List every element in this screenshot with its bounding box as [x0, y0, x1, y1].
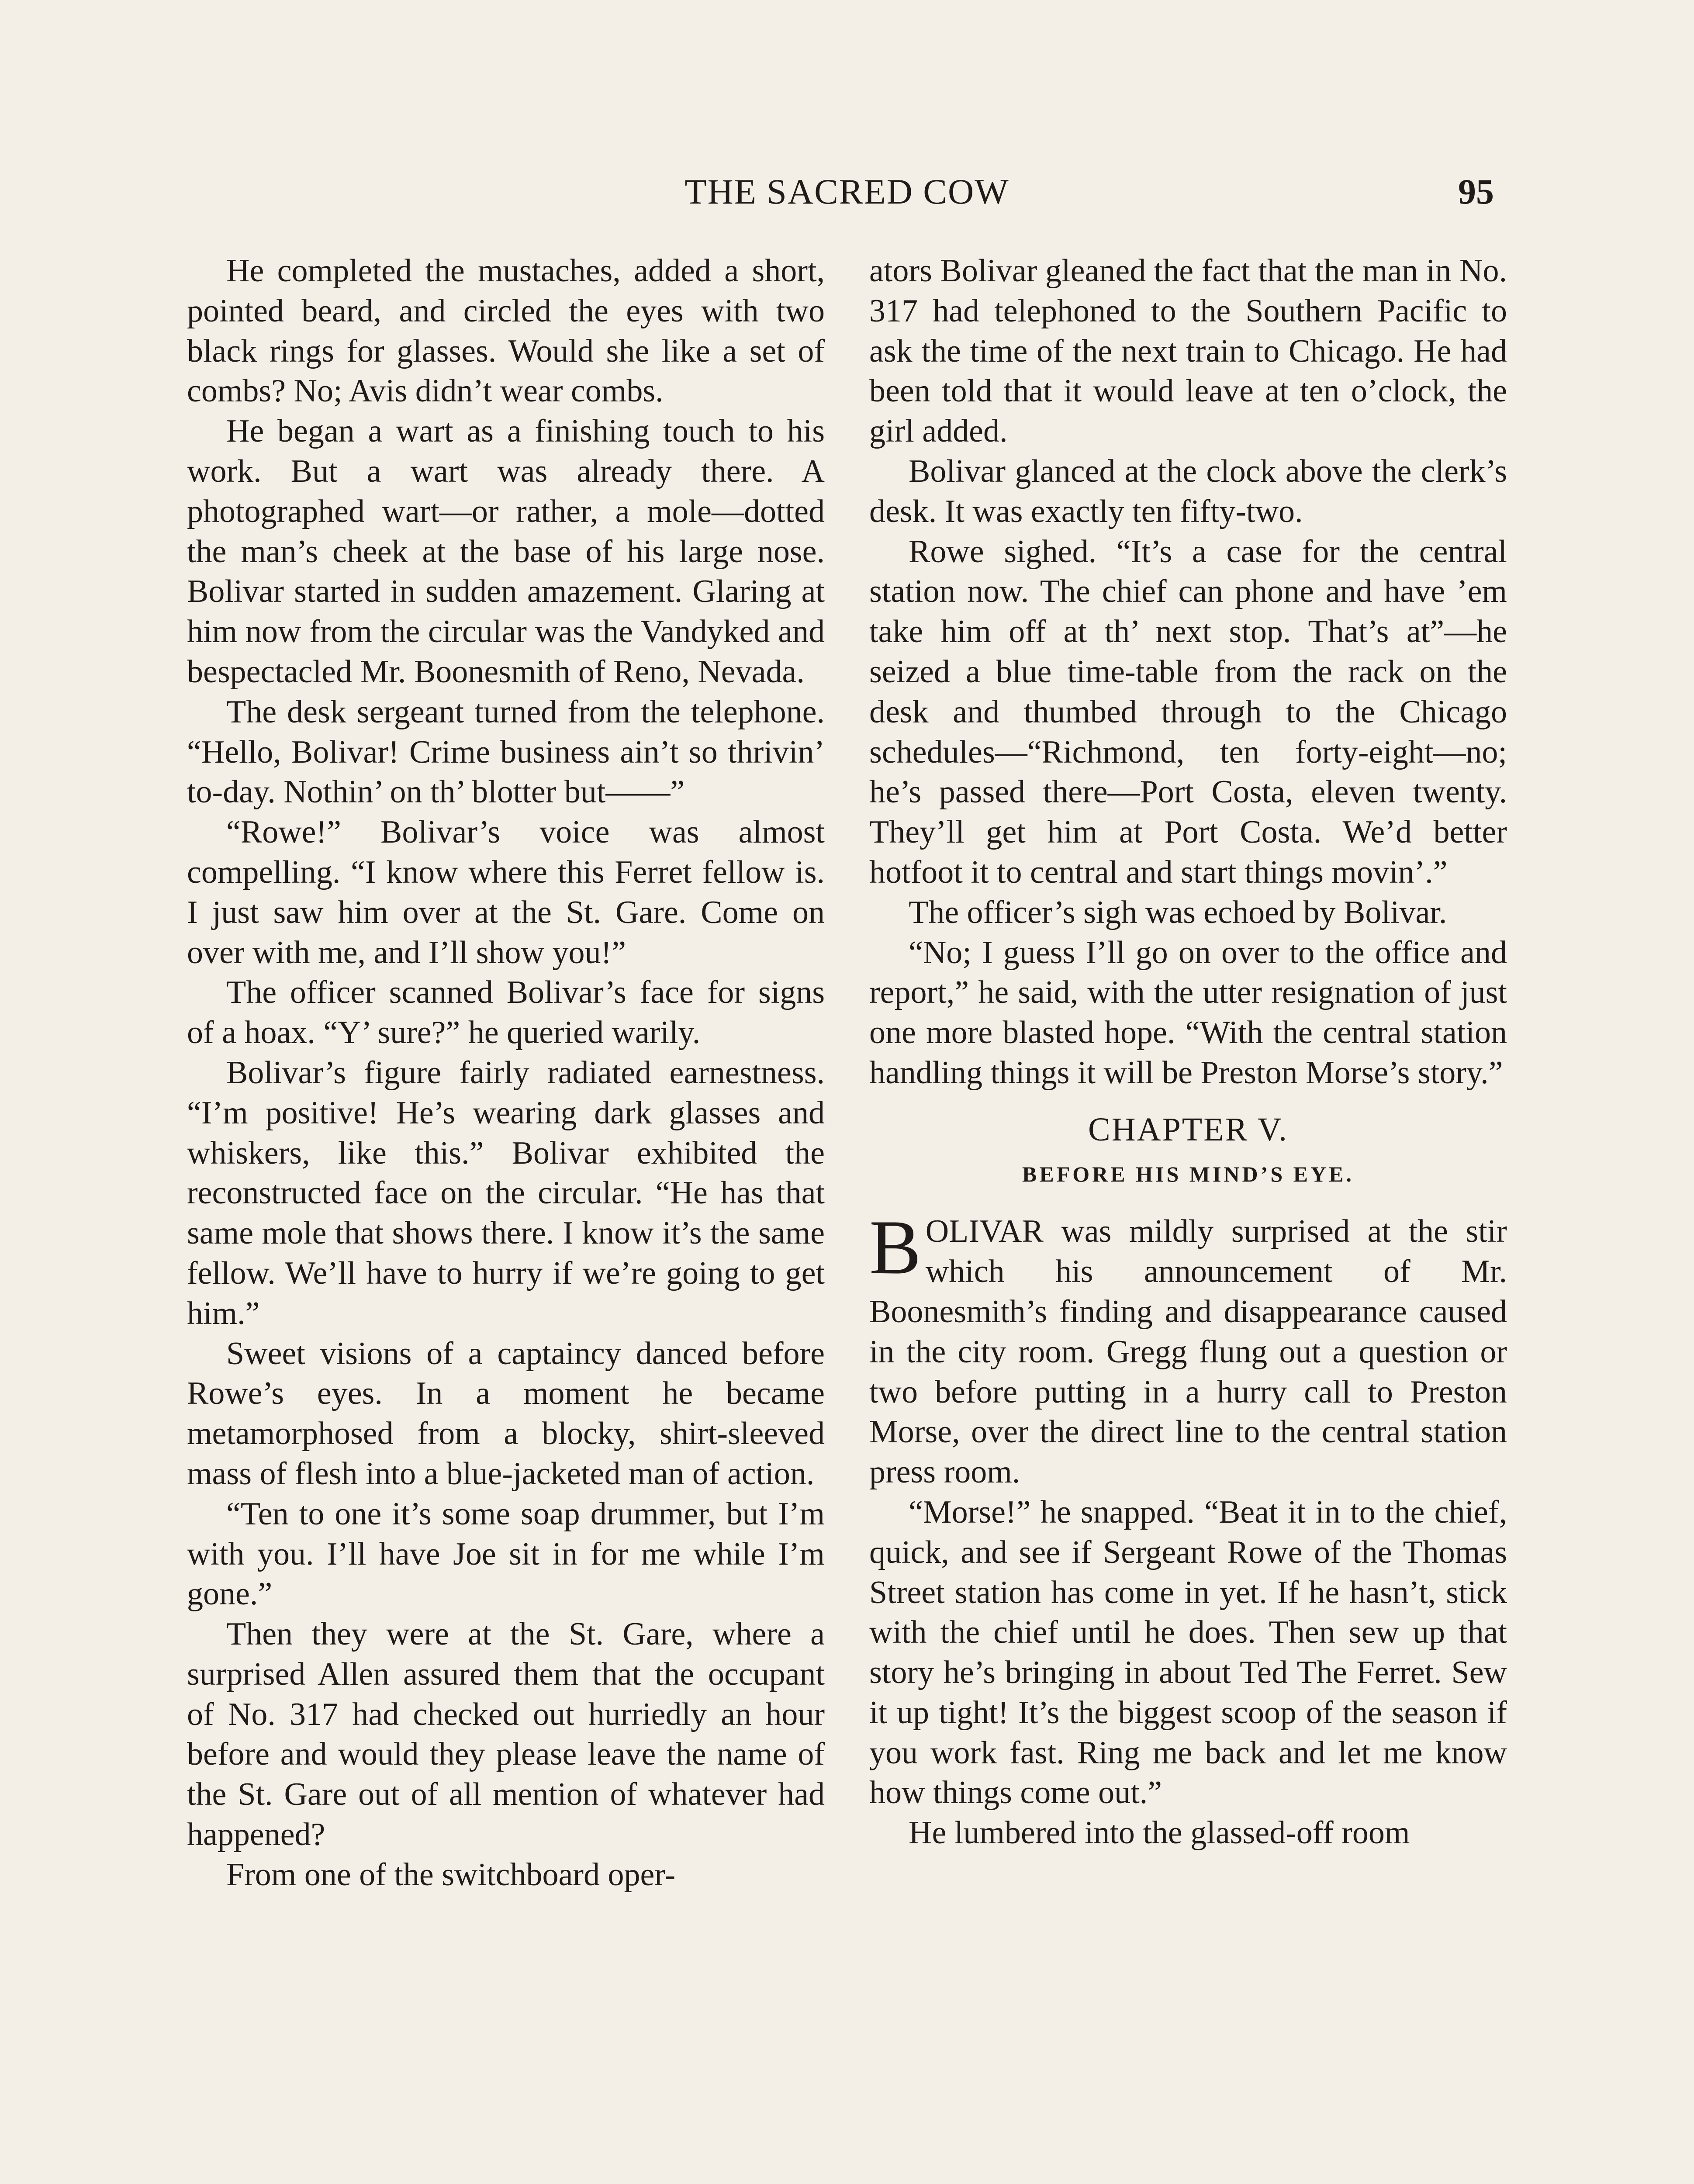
running-title: THE SACRED COW — [685, 172, 1009, 211]
paragraph: Bolivar glanced at the clock above the clerk’s desk. It was exactly ten fifty-two. — [869, 453, 1507, 529]
paragraph: “No; I guess I’ll go on over to the office and report,” he said, with the utter resignation of just one more blasted hope. “With the central station handling things it will be Preston Morse’s story.” — [869, 934, 1507, 1091]
paragraph: Sweet visions of a captaincy danced before Rowe’s eyes. In a moment he became metamorphosed from a blocky, shirt-sleeved mass of flesh into a blue-jacketed man of action. — [187, 1335, 825, 1492]
drop-cap: B — [869, 1204, 921, 1291]
paragraph: “Morse!” he snapped. “Beat it in to the chief, quick, and see if Sergeant Rowe of the Thomas Street station has come in yet. If he hasn’t, stick with the chief until he does. Then sew up that story he’s bringing in about Ted The Ferret. Sew it up tight! It’s the biggest scoop of the season if you work fast. Ring me back and let me know how things come out.” — [869, 1494, 1507, 1811]
chapter-opening-paragraph — [869, 1204, 1507, 1493]
left-column — [187, 251, 825, 1895]
right-column — [869, 251, 1507, 1853]
page-number: 95 — [1458, 172, 1494, 211]
paragraph: He completed the mustaches, added a short, pointed beard, and circled the eyes with two black rings for glasses. Would she like a set of combs? No; Avis didn’t wear combs. — [187, 253, 825, 409]
paragraph: Rowe sighed. “It’s a case for the central station now. The chief can phone and have ’em take him off at th’ next stop. That’s at”—he seized a blue time-table from the rack on the desk and thumbed through to the Chicago schedules—“Richmond, ten forty-eight—no; he’s passed there—Port Costa, eleven twenty. They’ll get him at Port Costa. We’d better hotfoot it to central and start things movin’.” — [869, 533, 1507, 890]
chapter-title: CHAPTER V. — [1088, 1111, 1288, 1148]
opening-text: OLIVAR was mildly surprised at the stir which his announcement of Mr. Boonesmith’s finding and disappearance caused in the city room. Gregg flung out a question or two before putting in a hurry call to Preston Morse, over the direct line to the central station press room. — [869, 1213, 1507, 1490]
page-header — [0, 171, 1694, 224]
paragraph: Then they were at the St. Gare, where a surprised Allen assured them that the occupant of No. 317 had checked out hurriedly an hour before and would they please leave the name of the St. Gare out of all mention of whatever had happened? — [187, 1616, 825, 1853]
paragraph: “Ten to one it’s some soap drummer, but I’m with you. I’ll have Joe sit in for me while I’m gone.” — [187, 1496, 825, 1612]
chapter-subtitle: BEFORE HIS MIND’S EYE. — [1022, 1161, 1354, 1186]
paragraph: The desk sergeant turned from the telephone. “Hello, Bolivar! Crime business ain’t so thrivin’ to-day. Nothin’ on th’ blotter but——” — [187, 694, 825, 810]
paragraph: He lumbered into the glassed-off room — [909, 1815, 1410, 1851]
paragraph-continued: ators Bolivar gleaned the fact that the man in No. 317 had telephoned to the Southern Pacific to ask the time of the next train to Chicago. He had been told that it would leave at ten o’clock, the girl added. — [869, 253, 1507, 449]
paragraph: From one of the switchboard oper- — [226, 1856, 676, 1893]
paragraph: The officer’s sigh was echoed by Bolivar. — [909, 894, 1447, 930]
paragraph: “Rowe!” Bolivar’s voice was almost compelling. “I know where this Ferret fellow is. I just saw him over at the St. Gare. Come on over with me, and I’ll show you!” — [187, 814, 825, 971]
paragraph: The officer scanned Bolivar’s face for signs of a hoax. “Y’ sure?” he queried warily. — [187, 975, 825, 1051]
paragraph: He began a wart as a finishing touch to his work. But a wart was already there. A photographed wart—or rather, a mole—dotted the man’s cheek at the base of his large nose. Bolivar started in sudden amazement. Glaring at him now from the circular was the Vandyked and bespectacled Mr. Boonesmith of Reno, Nevada. — [187, 413, 825, 690]
paragraph: Bolivar’s figure fairly radiated earnestness. “I’m positive! He’s wearing dark glasses and whiskers, like this.” Bolivar exhibited the reconstructed face on the circular. “He has that same mole that shows there. I know it’s the same fellow. We’ll have to hurry if we’re going to get him.” — [187, 1054, 825, 1331]
